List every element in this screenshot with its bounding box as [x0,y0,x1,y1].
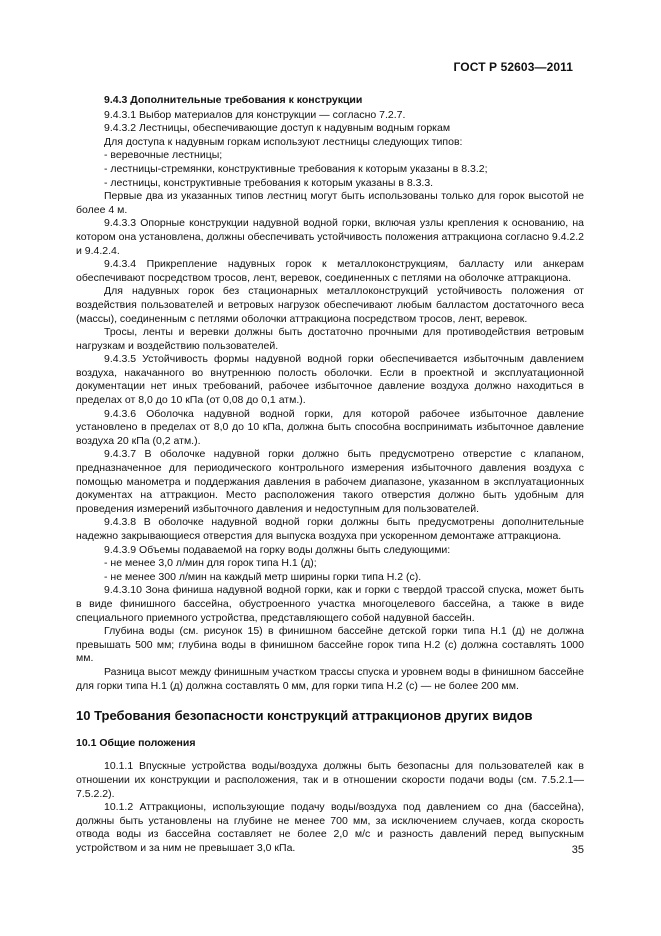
paragraph: 9.4.3.8 В оболочке надувной водной горки должны быть предусмотрены дополнительные надежно закрывающиеся отверстия для выпуска воздуха при ускоренном демонтаже аттракциона. [76,516,584,542]
paragraph: 9.4.3.10 Зона финиша надувной водной горки, как и горки с твердой трассой спуска, может быть в виде финишного бассейна, обустроенного участка многоцелевого бассейна, а также в виде специального приемного устройства, представляющего собой надувной бассейн. [76,584,584,624]
paragraph: 10.1.2 Аттракционы, использующие подачу воды/воздуха под давлением со дна (бассейна), должны быть установлены на глубине не менее 700 мм, за исключением случаев, когда скорость отвода воды из бассейна составляет не более 2,0 м/с и разность давлений перед выпускным устройством и за ним не превышает 3,0 кПа. [76,801,584,854]
paragraph: Тросы, ленты и веревки должны быть достаточно прочными для противодействия ветровым нагрузкам и воздействию пользователей. [76,326,584,352]
paragraph: 9.4.3.5 Устойчивость формы надувной водной горки обеспечивается избыточным давлением воздуха, накачанного во внутреннюю полость оболочки. Если в проектной и эксплуатационной документации нет иных требований, рабочее избыточное давление воздуха должно находиться в пределах от 8,0 до 10 кПа (от 0,08 до 0,1 атм.). [76,353,584,407]
paragraph: 9.4.3.6 Оболочка надувной водной горки, для которой рабочее избыточное давление установлено в пределах от 8,0 до 10 кПа, должна быть способна воспринимать избыточное давление воздуха 20 кПа (0,2 атм.). [76,407,584,447]
paragraph: 9.4.3.3 Опорные конструкции надувной водной горки, включая узлы крепления к основанию, на котором она установлена, должны обеспечивать устойчивость положения аттракциона согласно 9.4.2.2 и 9.4.2.4. [76,217,584,257]
paragraph: Для доступа к надувным горкам используют лестницы следующих типов: [104,135,463,148]
paragraph: 9.4.3.9 Объемы подаваемой на горку воды должны быть следующими: [104,543,451,556]
document-standard-number: ГОСТ Р 52603—2011 [453,60,573,74]
subsection-heading-10-1: 10.1 Общие положения [76,736,196,749]
section-heading-9-4-3: 9.4.3 Дополнительные требования к конструкции [104,94,363,106]
list-item: - веревочные лестницы; [104,149,223,162]
paragraph: 9.4.3.7 В оболочке надувной горки должно быть предусмотрено отверстие с клапаном, предназначенное для периодического контрольного измерения избыточного давления воздуха с помощью манометра и поддержания давления в рабочем диапазоне, указанном в эксплуатационных документах на аттракцион. Место расположения такого отверстия должно быть удобным для проведения измерений избыточного давления и недоступным для пользователей. [76,448,584,515]
paragraph: 10.1.1 Впускные устройства воды/воздуха должны быть безопасны для пользователей как в отношении их конструкции и расположения, так и в отношении скорости подачи воды (см. 7.5.2.1—7.5.2.2). [76,760,584,800]
section-heading-10: 10 Требования безопасности конструкций аттракционов других видов [76,708,533,724]
paragraph: Первые два из указанных типов лестниц могут быть использованы только для горок высотой не более 4 м. [76,190,584,216]
list-item: - лестницы, конструктивные требования к которым указаны в 8.3.3. [104,176,434,189]
paragraph: 9.4.3.1 Выбор материалов для конструкции — согласно 7.2.7. [104,108,406,121]
page-number: 35 [571,844,584,856]
paragraph: Глубина воды (см. рисунок 15) в финишном бассейне детской горки типа Н.1 (д) не должна превышать 500 мм; глубина воды в финишном бассейне горок типа Н.2 (с) должна составлять 1000 мм. [76,625,584,665]
paragraph: Разница высот между финишным участком трассы спуска и уровнем воды в финишном бассейне для горки типа Н.1 (д) должна составлять 0 мм, для горки типа Н.2 (с) — не более 200 мм. [76,665,584,692]
list-item: - не менее 3,0 л/мин для горок типа Н.1 (д); [104,557,317,570]
paragraph: 9.4.3.4 Прикрепление надувных горок к металлоконструкциям, балласту или анкерам обеспечивают посредством тросов, лент, веревок, соединенных с петлями на оболочке аттракциона. [76,258,584,284]
paragraph: Для надувных горок без стационарных металлоконструкций устойчивость положения от воздействия пользователей и ветровых нагрузок обеспечивают любым балластом достаточного веса (массы), соединенным с петлями оболочки аттракциона посредством тросов, лент, веревок. [76,285,584,325]
paragraph: 9.4.3.2 Лестницы, обеспечивающие доступ к надувным водным горкам [104,122,451,135]
page-body [76,94,584,855]
list-item: - лестницы-стремянки, конструктивные требования к которым указаны в 8.3.2; [104,162,488,175]
list-item: - не менее 300 л/мин на каждый метр ширины горки типа Н.2 (с). [104,570,422,583]
